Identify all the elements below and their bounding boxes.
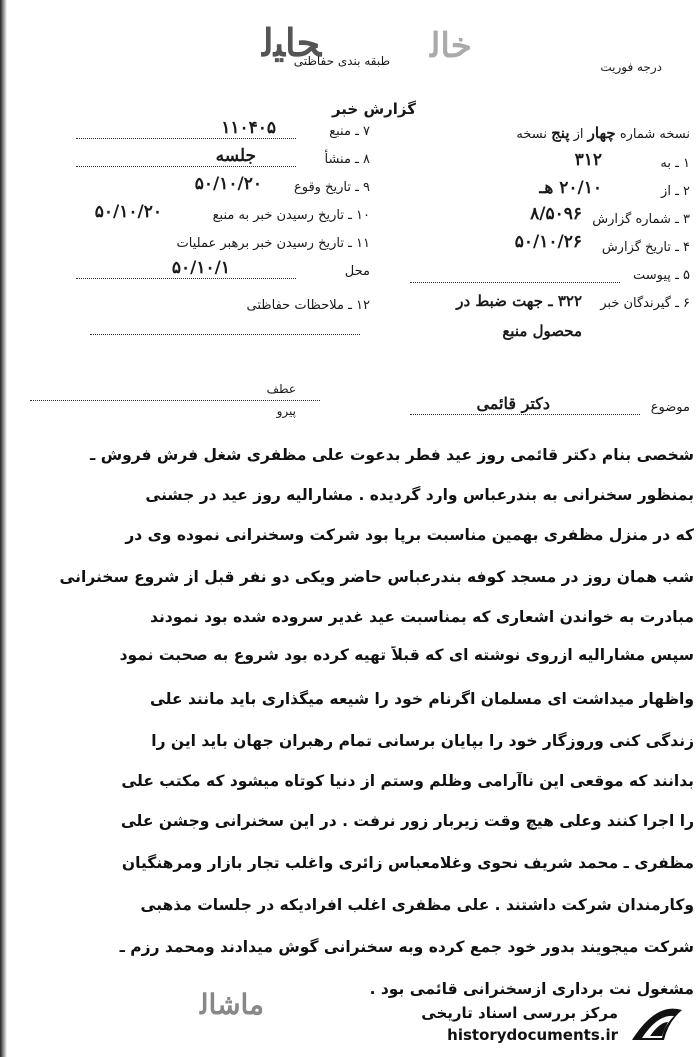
- copy-suffix: نسخه: [516, 127, 547, 142]
- copy-from-label: از: [573, 127, 584, 142]
- body-line: بدانند که موقعی این ناآرامی وظلم وستم از دنیا کوتاه میشود که مکتب علی: [121, 772, 694, 790]
- subject-line: [410, 414, 640, 415]
- body-line: سپس مشارالیه ازروی نوشته ای که قبلاً تهیه کرده بود شروع به صحبت نمود: [119, 646, 694, 664]
- field-2-label: ۲ ـ از: [661, 184, 690, 199]
- watermark-title: مرکز بررسی اسناد تاریخی: [421, 1004, 618, 1022]
- field-9-label: ۹ ـ تاریخ وقوع: [293, 180, 370, 195]
- field-11-value: ۵۰/۱۰/۱: [171, 258, 230, 278]
- body-line: مظفری ـ محمد شریف نحوی وغلامعباس زائری واغلب تجار بازار ومرهنگیان: [121, 854, 694, 872]
- subject-label: موضوع: [650, 400, 690, 415]
- field-10-label: ۱۰ ـ تاریخ رسیدن خبر به منبع: [212, 208, 370, 223]
- form-title: گزارش خبر: [331, 100, 416, 118]
- field-11-line: [76, 278, 296, 279]
- body-line: مشغول نت برداری ازسخنرانی قائمی بود .: [369, 980, 694, 998]
- copy-value: چهار: [587, 124, 616, 142]
- field-12-label: ۱۲ ـ ملاحظات حفاظتی: [246, 298, 370, 313]
- faded-scribble: ﺧﺎﻟ: [430, 26, 472, 66]
- field-7-line: [76, 138, 296, 139]
- field-7-value: ۱۱۰۴۰۵: [221, 118, 276, 138]
- body-line: را اجرا کنند وعلی هیچ وقت زیربار زور نرفت . در این سخنرانی وجشن علی: [120, 812, 694, 830]
- watermark: [418, 1000, 688, 1050]
- copy-label: نسخه شماره: [619, 127, 690, 142]
- body-line: زندگی کنی وروزگار خود را بپایان برسانی تمام رهبران جهان باید این را: [151, 732, 694, 750]
- reference-label: عطف: [266, 382, 296, 396]
- field-8-label: ۸ ـ منشأ: [324, 152, 370, 167]
- follow-up-label: پیرو: [276, 404, 296, 418]
- signature-scribble: ﻣﺎﺷﺎﻟ: [200, 988, 265, 1021]
- field-7-label: ۷ ـ منبع: [329, 124, 370, 139]
- field-6-value-continued: محصول منبع: [502, 322, 582, 340]
- field-9-value: ۵۰/۱۰/۲۰: [194, 174, 262, 194]
- body-line: که در منزل مظفری بهمین مناسبت برپا بود شرکت وسخنرانی نموده وی در: [125, 526, 694, 544]
- copy-number-row: [516, 124, 690, 142]
- subject-value: دکتر قائمی: [476, 394, 550, 413]
- urgency-label: درجه فوریت: [600, 60, 662, 74]
- field-11-place-label: محل: [344, 264, 370, 279]
- field-1-label: ۱ ـ به: [660, 156, 690, 171]
- field-8-value: جلسه: [215, 146, 256, 166]
- body-line: وکارمندان شرکت داشتند . علی مظفری اغلب افرادیکه در جلسات مذهبی: [140, 896, 694, 914]
- body-line: بمنظور سخنرانی به بندرعباس وارد گردیده . مشارالیه روز عید در جشنی: [145, 486, 694, 504]
- reference-line: [30, 400, 320, 401]
- archive-logo-icon: [624, 1000, 688, 1048]
- body-line: شب همان روز در مسجد کوفه بندرعباس حاضر ویکی دو نفر قبل از شروع سخنرانی: [59, 568, 694, 586]
- field-2-value: ۲۰/۱۰ هـ: [539, 178, 602, 198]
- field-1-value: ۳۱۲: [574, 150, 602, 170]
- field-4-value: ۵۰/۱۰/۲۶: [514, 232, 582, 252]
- scan-edge: [0, 0, 7, 1057]
- body-line: شرکت میجویند بدور خود جمع کرده وبه سخنرانی گوش میدادند ومحمد رزم ـ: [119, 938, 694, 956]
- field-4-label: ۴ ـ تاریخ گزارش: [601, 240, 690, 255]
- field-8-line: [76, 166, 296, 167]
- copy-total: پنج: [551, 124, 570, 142]
- field-11-label: ۱۱ ـ تاریخ رسیدن خبر برهبر عملیات: [176, 236, 370, 251]
- field-5-line: [410, 282, 620, 283]
- body-line: واظهار میداشت ای مسلمان اگرنام خود را شیعه میگذاری باید مانند علی: [149, 690, 694, 708]
- handwritten-scribble: ﺤﺎﻴ‌ﻟ: [262, 20, 322, 65]
- field-5-label: ۵ ـ پیوست: [633, 268, 690, 283]
- field-12-line: [90, 334, 360, 335]
- classification-label: طبقه بندی حفاظتی: [293, 54, 390, 68]
- field-10-value: ۵۰/۱۰/۲۰: [94, 202, 162, 222]
- body-line: شخصی بنام دکتر قائمی روز عید فطر بدعوت علی مظفری شغل فرش فروش ـ: [90, 446, 694, 464]
- body-line: مبادرت به خواندن اشعاری که بمناسبت عید غدیر سروده شده بود نمودند: [150, 608, 694, 626]
- field-6-label: ۶ ـ گیرندگان خبر: [600, 296, 690, 311]
- field-3-value: ۸/۵۰۹۶: [530, 204, 582, 224]
- field-3-label: ۳ ـ شماره گزارش: [592, 212, 690, 227]
- watermark-url: historydocuments.ir: [447, 1026, 618, 1044]
- field-6-value: ۳۲۲ ـ جهت ضبط در: [456, 292, 582, 310]
